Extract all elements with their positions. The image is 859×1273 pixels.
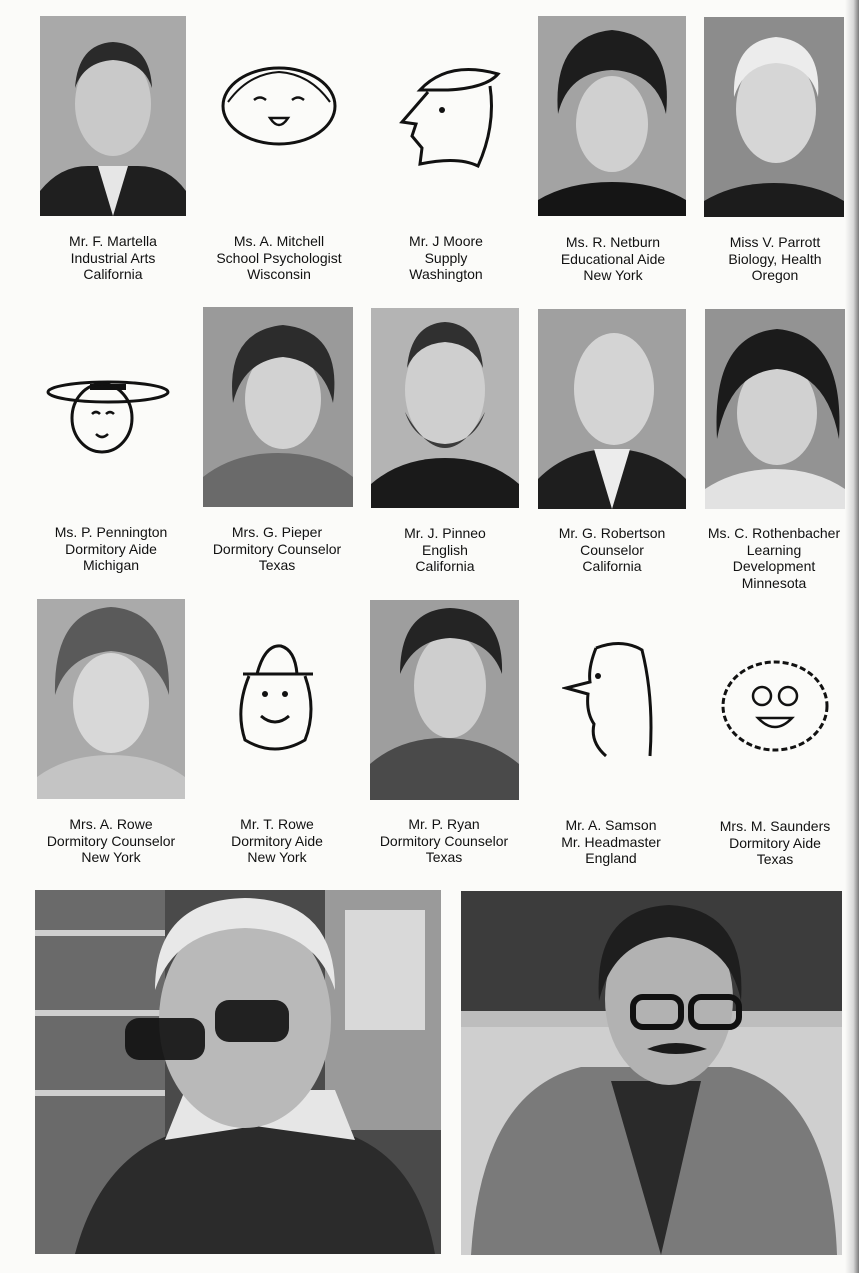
staff-name: Ms. P. Pennington [54, 524, 168, 540]
staff-state: England [585, 850, 637, 866]
staff-name: Mr. J Moore [409, 233, 483, 249]
staff-role: Supply [424, 249, 468, 266]
staff-name: Ms. C. Rothenbacher [707, 525, 841, 541]
staff-state: Oregon [751, 267, 799, 283]
staff-name: Ms. R. Netburn [565, 234, 661, 250]
portrait-photo-a-rowe [37, 599, 185, 799]
staff-role-line2: Development [732, 558, 816, 574]
caption-saunders [690, 818, 859, 868]
staff-name: Mr. G. Robertson [558, 525, 666, 541]
staff-role: Educational Aide [560, 250, 666, 267]
cartoon-face-t-rowe [235, 640, 319, 754]
staff-name: Miss V. Parrott [729, 234, 821, 250]
caption-ryan [359, 816, 529, 866]
cartoon-face-samson [562, 638, 658, 760]
portrait-photo-rothenbacher [705, 309, 845, 509]
staff-state: California [582, 558, 642, 574]
portrait-photo-netburn [538, 16, 686, 216]
staff-role: School Psychologist [216, 249, 342, 266]
caption-rothenbacher [689, 525, 859, 591]
staff-name: Mr. F. Martella [69, 233, 157, 249]
staff-state: Washington [409, 266, 483, 282]
staff-name: Mr. T. Rowe [240, 816, 314, 832]
staff-state: Michigan [82, 557, 140, 573]
caption-samson [526, 817, 696, 867]
staff-role: Dormitory Aide [729, 834, 821, 851]
cartoon-face-saunders [718, 656, 832, 756]
staff-name: Mrs. A. Rowe [69, 816, 153, 832]
cartoon-face-moore [398, 56, 506, 174]
portrait-photo-ryan [370, 600, 519, 800]
staff-name: Ms. A. Mitchell [233, 233, 325, 249]
staff-state: Wisconsin [247, 266, 311, 282]
staff-name: Mr. J. Pinneo [404, 525, 486, 541]
portrait-photo-pieper [203, 307, 353, 507]
caption-pennington [26, 524, 196, 574]
staff-state: New York [81, 849, 141, 865]
portrait-photo-robertson [538, 309, 686, 509]
staff-state: California [83, 266, 143, 282]
staff-state: New York [247, 849, 307, 865]
staff-role: Dormitory Counselor [46, 832, 176, 849]
cartoon-face-mitchell [218, 62, 340, 148]
staff-state: California [415, 558, 475, 574]
caption-pinneo [360, 525, 530, 575]
staff-state: Minnesota [741, 574, 807, 591]
staff-role: English [422, 541, 468, 558]
staff-role: Counselor [580, 541, 644, 558]
staff-state: Texas [425, 849, 463, 865]
staff-role: Biology, Health [728, 250, 822, 267]
caption-robertson [527, 525, 697, 575]
portrait-photo-martella [40, 16, 186, 216]
staff-state: Texas [756, 851, 794, 867]
candid-photo-left [35, 890, 441, 1254]
staff-name: Mr. P. Ryan [408, 816, 480, 832]
caption-martella [28, 233, 198, 283]
portrait-photo-pinneo [371, 308, 519, 508]
staff-role: Dormitory Counselor [379, 832, 509, 849]
staff-name: Mrs. M. Saunders [719, 818, 831, 834]
staff-role: Dormitory Aide [231, 832, 323, 849]
staff-role: Industrial Arts [70, 249, 156, 266]
page-binding-edge [845, 0, 859, 1273]
caption-mitchell [194, 233, 364, 283]
staff-state: Texas [258, 557, 296, 573]
caption-netburn [528, 234, 698, 284]
portrait-photo-parrott [704, 17, 844, 217]
staff-role: Learning [746, 541, 802, 558]
caption-a-rowe [26, 816, 196, 866]
cartoon-face-pennington [46, 372, 170, 458]
staff-role: Dormitory Aide [65, 540, 157, 557]
staff-name: Mr. A. Samson [565, 817, 657, 833]
caption-parrott [690, 234, 859, 284]
candid-photo-right [461, 891, 842, 1255]
caption-moore [361, 233, 531, 283]
staff-name: Mrs. G. Pieper [231, 524, 323, 540]
staff-state: New York [583, 267, 643, 283]
caption-pieper [192, 524, 362, 574]
staff-role: Mr. Headmaster [561, 833, 661, 850]
caption-t-rowe [192, 816, 362, 866]
staff-role: Dormitory Counselor [212, 540, 342, 557]
